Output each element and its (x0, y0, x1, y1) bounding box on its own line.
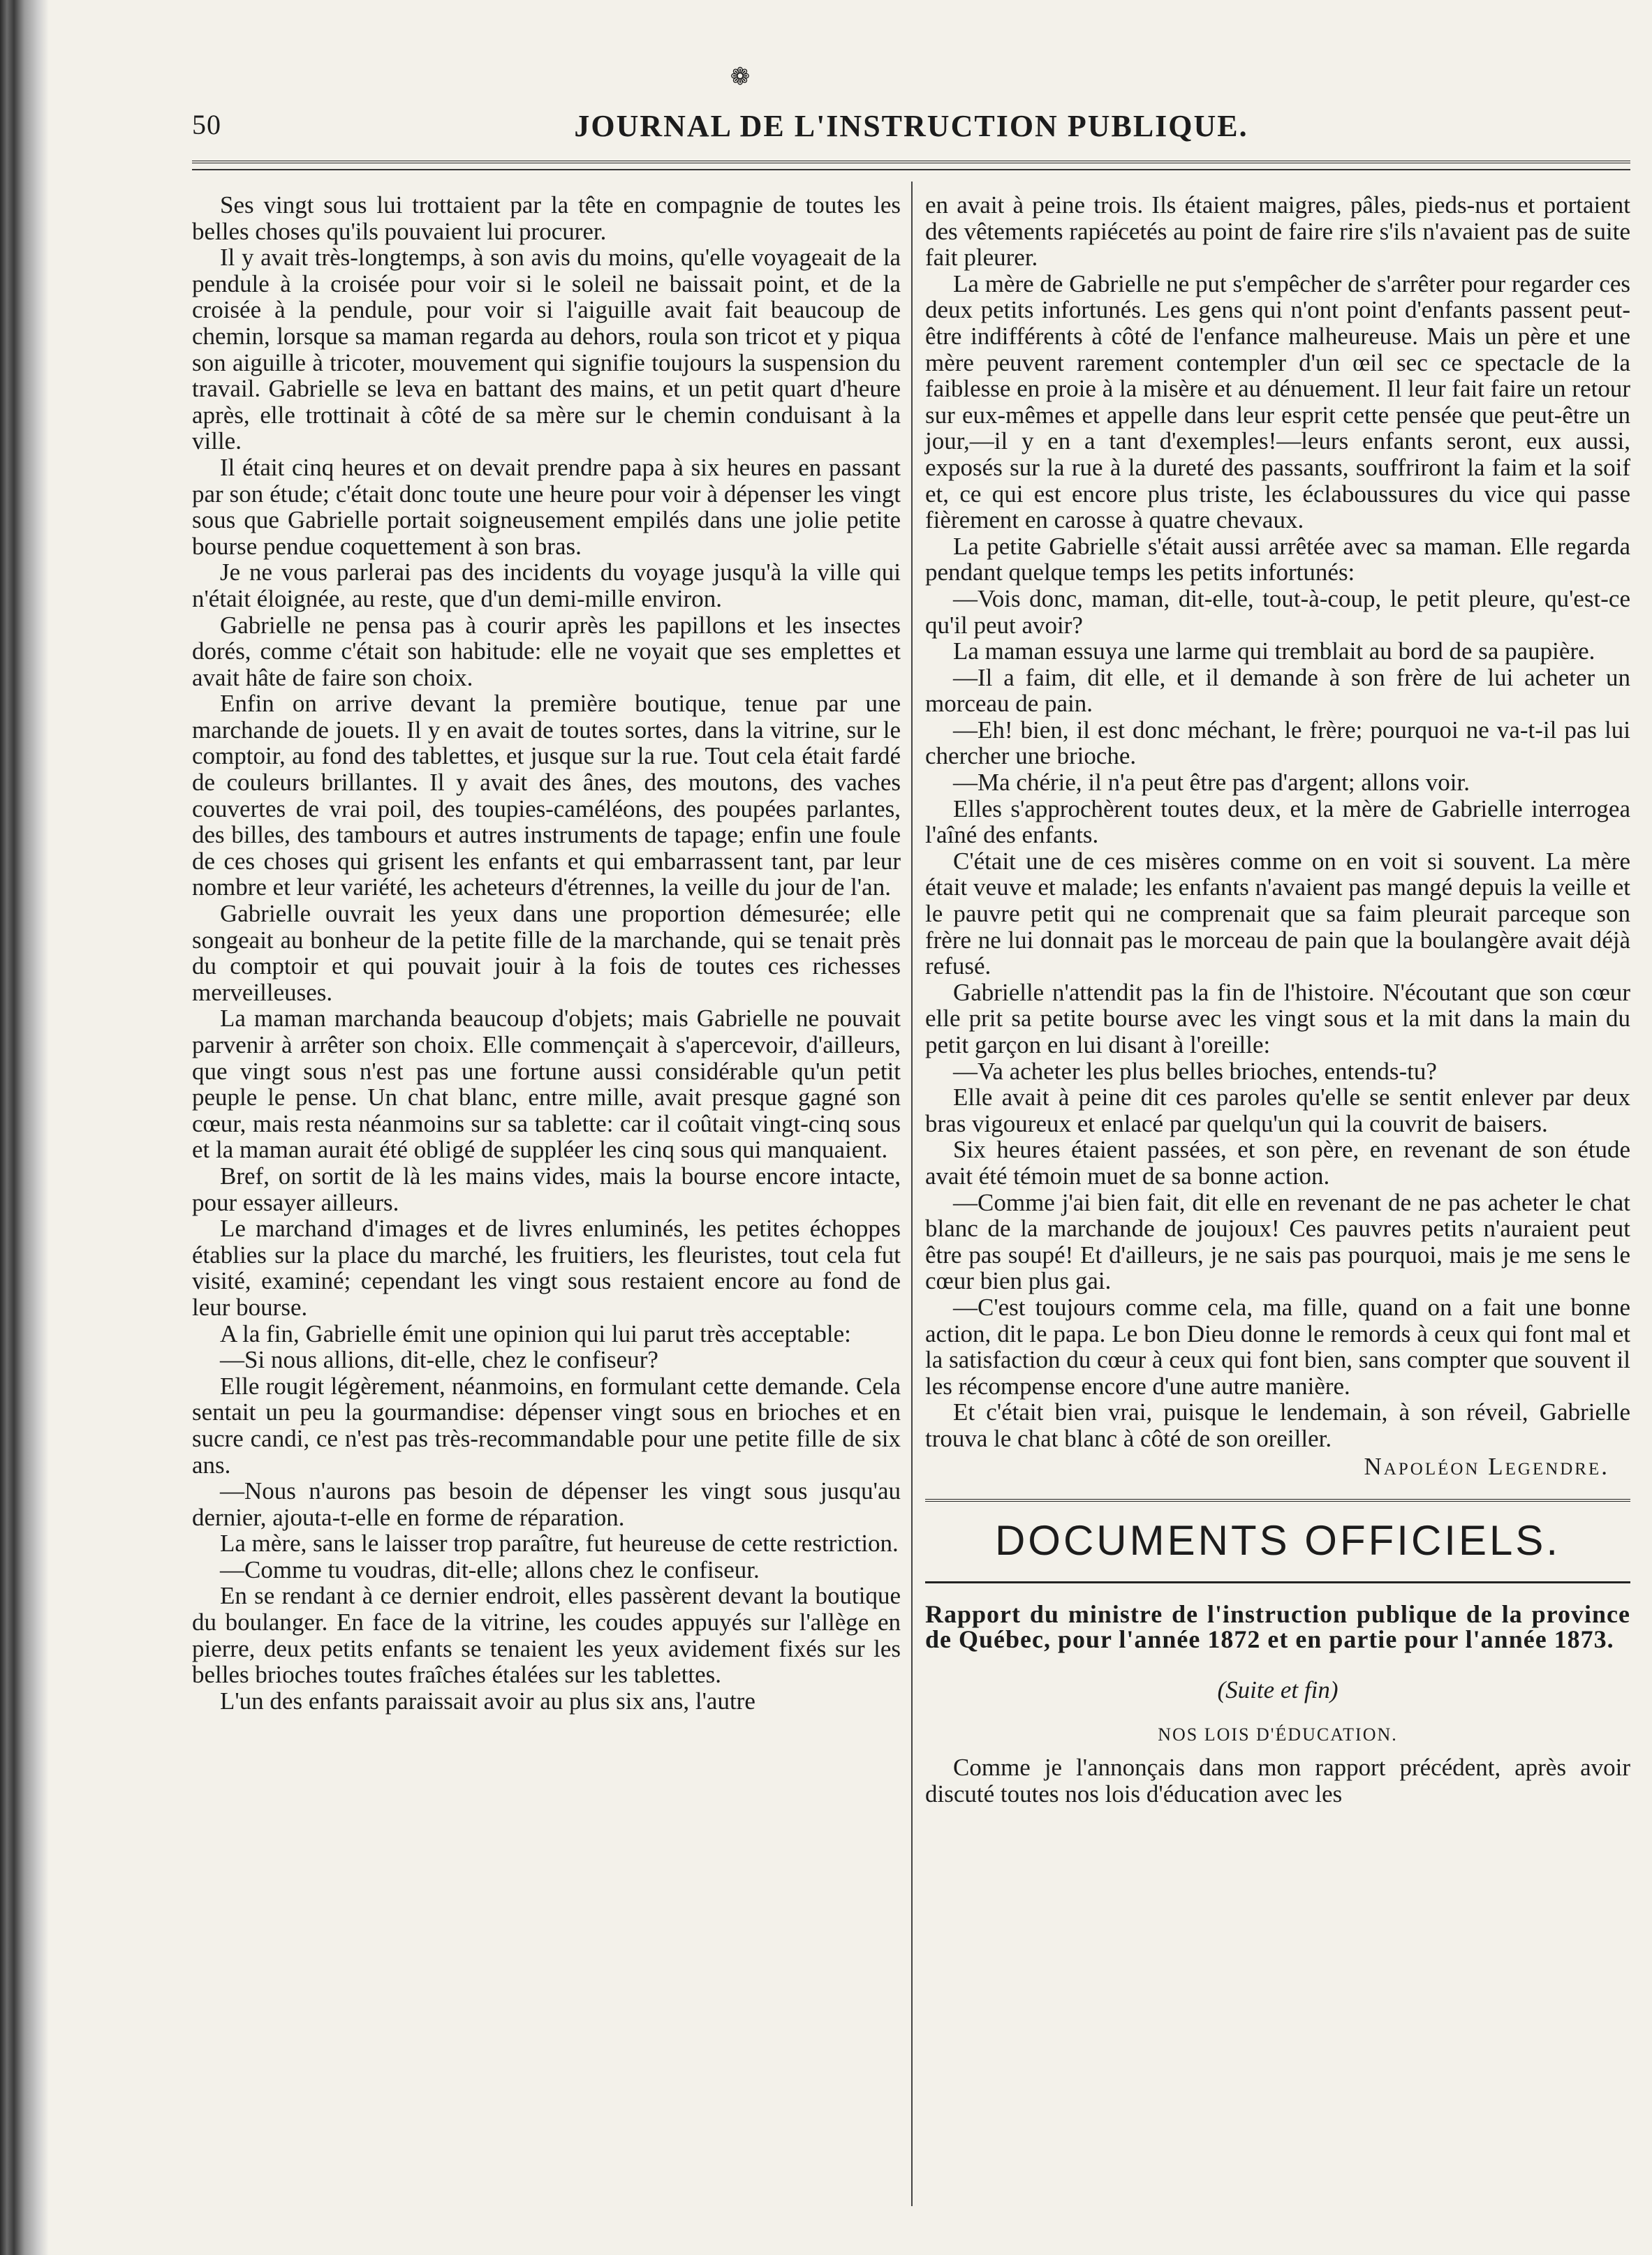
section-separator (925, 1499, 1630, 1502)
paragraph: Et c'était bien vrai, puisque le lendemain, à son réveil, Gabrielle trouva le chat blanc à côté de son oreiller. (925, 1398, 1630, 1452)
paragraph: Le marchand d'images et de livres enluminés, les petites échoppes établies sur la place du marché, les fruitiers, les fleuristes, tout cela fut visité, examiné; cependant les vingt sous restaient encore au fond de leur bourse. (192, 1215, 901, 1321)
paragraph: Elles s'approchèrent toutes deux, et la mère de Gabrielle interrogea l'aîné des enfants. (925, 794, 1630, 849)
paragraph: La mère de Gabrielle ne put s'empêcher de s'arrêter pour regarder ces deux petits infortunés. Les gens qui n'ont point d'enfants passent peut-être indifférents à côté de l'enfance malheureuse. Mais un père et une mère peuvent rarement contempler d'un œil sec ce spectacle de la faiblesse en proie à la misère et au dénuement. Il leur fait faire un retour sur eux-mêmes et appelle dans leur esprit cette pensée que peut-être un jour,—il y en a tant d'exemples!—leurs enfants seront, eux aussi, exposés sur la rue à la dureté des passants, souffriront la faim et la soif et, ce qui est encore plus triste, les éclaboussures du vice qui passe fièrement en carosse à quatre chevaux. (925, 269, 1630, 534)
printer-ornament-icon: ❁ (730, 64, 751, 90)
column-divider (911, 182, 913, 2206)
section-rule (925, 1581, 1630, 1583)
paragraph: Six heures étaient passées, et son père, en revenant de son étude avait été témoin muet de sa bonne action. (925, 1136, 1630, 1190)
paragraph: La maman marchanda beaucoup d'objets; mais Gabrielle ne pouvait parvenir à arrêter son choix. Elle commençait à s'apercevoir, d'ailleurs, que vingt sous n'est pas une fortune aussi considérable qu'un petit peuple le pense. Un chat blanc, entre mille, avait presque gagné son cœur, mais resta néanmoins sur sa tablette: car il coûtait vingt-cinq sous et la maman aurait été obligé de suppléer les cinq sous qui manquaient. (192, 1005, 901, 1164)
paragraph: Il y avait très-longtemps, à son avis du moins, qu'elle voyageait de la pendule à la croisée pour voir si le soleil ne baissait point, et de la croisée à la pendule, pour voir si l'aiguille avait fait beaucoup de chemin, lorsque sa maman regarda au dehors, roula son tricot et y piqua son aiguille à tricoter, mouvement qui signifie toujours la suspension du travail. Gabrielle se leva en battant des mains, et un petit quart d'heure après, elle trottinait à côté de sa mère sur le chemin conduisant à la ville. (192, 244, 901, 455)
paragraph: A la fin, Gabrielle émit une opinion qui lui parut très acceptable: (220, 1319, 851, 1347)
paragraph: —Ma chérie, il n'a peut être pas d'argent; allons voir. (953, 769, 1470, 797)
subheading: NOS LOIS D'ÉDUCATION. (1158, 1724, 1398, 1745)
paragraph: —Il a faim, dit elle, et il demande à son frère de lui acheter un morceau de pain. (925, 663, 1630, 718)
author-signature: Napoléon Legendre. (1364, 1452, 1609, 1480)
paragraph: —Vois donc, maman, dit-elle, tout-à-coup, le petit pleure, qu'est-ce qu'il peut avoir? (925, 584, 1630, 639)
report-title: Rapport du ministre de l'instruction publique de la province de Québec, pour l'année 1872 et en partie pour l'année 1873. (925, 1600, 1630, 1654)
paragraph: Gabrielle n'attendit pas la fin de l'histoire. N'écoutant que son cœur elle prit sa petite bourse avec les vingt sous et la mit dans la main du petit garçon en lui disant à l'oreille: (925, 978, 1630, 1058)
paragraph: —Comme tu voudras, dit-elle; allons chez le confiseur. (220, 1555, 760, 1583)
paragraph: en avait à peine trois. Ils étaient maigres, pâles, pieds-nus et portaient des vêtements rapiécetés au point de faire rire s'ils n'avaient pas de suite fait pleurer. (925, 191, 1630, 272)
paragraph: C'était une de ces misères comme on en voit si souvent. La mère était veuve et malade; les enfants n'avaient pas mangé depuis la veille et le pauvre petit qui ne comprenait que sa faim pleurait parceque son frère ne lui donnait pas le morceau de pain que la boulangère avait déjà refusé. (925, 847, 1630, 980)
page-header (192, 108, 1630, 150)
paragraph: —Nous n'aurons pas besoin de dépenser les vingt sous jusqu'au dernier, ajouta-t-elle en forme de réparation. (192, 1477, 901, 1531)
paragraph: Gabrielle ne pensa pas à courir après les papillons et les insectes dorés, comme c'était son habitude: elle ne voyait que ses emplettes et avait hâte de faire son choix. (192, 611, 901, 691)
left-column (192, 192, 901, 1714)
paragraph: Gabrielle ouvrait les yeux dans une proportion démesurée; elle songeait au bonheur de la petite fille de la marchande, qui se tenait près du comptoir et qui pouvait jouir à la fois de toutes ces richesses merveilleuses. (192, 900, 901, 1006)
paragraph: Enfin on arrive devant la première boutique, tenue par une marchande de jouets. Il y en avait de toutes sortes, dans la vitrine, sur le comptoir, au fond des tablettes, et jusque sur la rue. Tout cela était fardé de couleurs brillantes. Il y avait des ânes, des moutons, des vaches couvertes de vrai poil, des toupies-caméléons, des poupées parlantes, des billes, des tambours et autres instruments de tapage; enfin une foule de ces choses qui grisent les enfants et qui embarrassent tant, par leur nombre et leur variété, les acheteurs d'étrennes, la veille du jour de l'an. (192, 690, 901, 901)
paragraph: La mère, sans le laisser trop paraître, fut heureuse de cette restriction. (220, 1530, 899, 1558)
paragraph: —Comme j'ai bien fait, dit elle en revenant de ne pas acheter le chat blanc de la marchande de joujoux! Ces pauvres petits n'auraient peut être pas soupé! Et d'ailleurs, je ne sais pas pourquoi, mais je me sens le cœur bien plus gai. (925, 1188, 1630, 1295)
header-rule-thin (192, 169, 1630, 170)
paragraph: Ses vingt sous lui trottaient par la tête en compagnie de toutes les belles choses qu'ils pouvaient lui procurer. (192, 191, 901, 245)
paragraph: Comme je l'annonçais dans mon rapport précédent, après avoir discuté toutes nos lois d'éducation avec les (925, 1754, 1630, 1807)
paragraph: Je ne vous parlerai pas des incidents du voyage jusqu'à la ville qui n'était éloignée, au reste, que d'un demi-mille environ. (192, 559, 901, 612)
right-column (925, 192, 1630, 1807)
paragraph: —Si nous allions, dit-elle, chez le confiseur? (220, 1346, 658, 1374)
paragraph: —Va acheter les plus belles brioches, entends-tu? (953, 1057, 1437, 1085)
paragraph: La maman essuya une larme qui tremblait au bord de sa paupière. (953, 637, 1595, 665)
paragraph: Elle avait à peine dit ces paroles qu'elle se sentit enlever par deux bras vigoureux et enlacé par quelqu'un qui la couvrit de baisers. (925, 1084, 1630, 1137)
header-rule (192, 161, 1630, 163)
paragraph: —C'est toujours comme cela, ma fille, quand on a fait une bonne action, dit le papa. Le bon Dieu donne le remords à ceux qui font mal et la satisfaction du cœur à ceux qui font bien, sans compter que souvent il les récompense encore d'une autre manière. (925, 1293, 1630, 1400)
paragraph: Elle rougit légèrement, néanmoins, en formulant cette demande. Cela sentait un peu la gourmandise: dépenser vingt sous en brioches et en sucre candi, ce n'est pas très-recommandable pour une petite fille de six ans. (192, 1372, 901, 1479)
journal-page (192, 56, 1630, 2234)
continued-note: (Suite et fin) (1217, 1676, 1338, 1704)
paragraph: Il était cinq heures et on devait prendre papa à six heures en passant par son étude; c'était donc toute une heure pour voir à dépenser les vingt sous que Gabrielle portait soigneusement empilés dans une jolie petite bourse pendue coquettement à son bras. (192, 453, 901, 560)
journal-title: JOURNAL DE L'INSTRUCTION PUBLIQUE. (574, 109, 1248, 143)
page-number: 50 (192, 109, 221, 140)
paragraph: La petite Gabrielle s'était aussi arrêtée avec sa maman. Elle regarda pendant quelque temps les petits infortunés: (925, 532, 1630, 586)
section-title: DOCUMENTS OFFICIELS. (994, 1517, 1561, 1565)
paragraph: Bref, on sortit de là les mains vides, mais la bourse encore intacte, pour essayer ailleurs. (192, 1162, 901, 1216)
paragraph: —Eh! bien, il est donc méchant, le frère; pourquoi ne va-t-il pas lui chercher une brioche. (925, 716, 1630, 770)
paragraph: En se rendant à ce dernier endroit, elles passèrent devant la boutique du boulanger. En face de la vitrine, les coudes appuyés sur l'allège en pierre, deux petits enfants se tenaient les yeux avidement fixés sur les belles brioches toutes fraîches étalées sur les tablettes. (192, 1582, 901, 1689)
paragraph: L'un des enfants paraissait avoir au plus six ans, l'autre (220, 1687, 755, 1715)
book-binding-edge (0, 0, 49, 2255)
